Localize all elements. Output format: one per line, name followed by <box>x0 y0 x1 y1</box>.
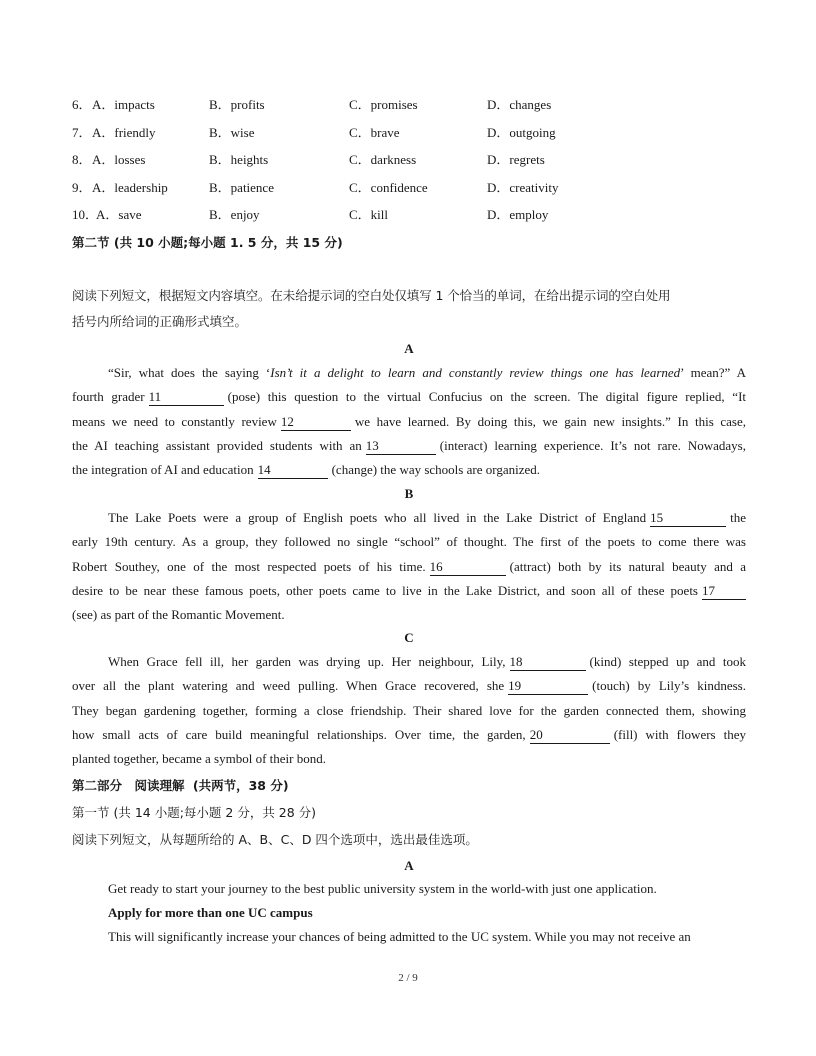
page-number: 2 / 9 <box>398 972 418 984</box>
text: The Lake Poets were a group of English poets who all lived in the Lake District of England <box>108 510 647 525</box>
option-a: A．friendly <box>92 125 156 140</box>
instruction-line-2: 括号内所给词的正确形式填空。 <box>72 314 248 329</box>
passage-b-line-1 <box>72 506 746 530</box>
blank-15[interactable]: 15 <box>650 511 726 527</box>
part-heading-score: (共两节，38 分) <box>192 778 289 793</box>
text: When Grace fell ill, her garden was drying up. Her neighbour, Lily, <box>108 654 506 669</box>
reading-label-a: A <box>404 858 414 873</box>
text: how small acts of care build meaningful relationships. Over time, the garden, <box>72 726 526 742</box>
option-d: D．outgoing <box>487 125 556 140</box>
text: the <box>730 510 746 525</box>
blank-12[interactable]: 12 <box>281 415 351 431</box>
text: over all the plant watering and weed pulling. When Grace recovered, she <box>72 678 505 694</box>
passage-label-b: B <box>404 486 414 501</box>
option-c: C．promises <box>349 97 418 112</box>
option-c: C．darkness <box>349 152 417 167</box>
text: fourth grader <box>72 389 145 405</box>
text: we have learned. By doing this, we gain new insights.” In this case, <box>354 413 746 429</box>
passage-c-line-4 <box>72 723 746 747</box>
option-d: D．creativity <box>487 180 559 195</box>
part-heading <box>72 776 289 794</box>
blank-13[interactable]: 13 <box>366 439 436 455</box>
blank-18[interactable]: 18 <box>510 655 586 671</box>
question-number: 9． <box>72 180 92 195</box>
option-a: A．impacts <box>92 97 155 112</box>
passage-c-line-1 <box>72 650 746 674</box>
text: (attract) both by its natural beauty and a <box>509 558 746 574</box>
text: “Sir, what does the saying ‘ <box>108 365 271 380</box>
option-c: C．confidence <box>349 180 428 195</box>
option-b: B．wise <box>209 125 255 140</box>
passage-b-line-2: early 19th century. As a group, they followed no single “school” of thought. The first of the poets to come there was <box>72 534 746 550</box>
passage-b-line-5: (see) as part of the Romantic Movement. <box>72 607 285 623</box>
option-a: A．losses <box>92 152 146 167</box>
text: the integration of AI and education <box>72 462 254 478</box>
blank-11[interactable]: 11 <box>149 390 224 406</box>
question-number: 7． <box>72 125 92 140</box>
reading-a-paragraph-1: Get ready to start your journey to the best public university system in the world-with just one application. <box>108 881 657 896</box>
option-b: B．profits <box>209 97 265 112</box>
passage-a-line-4 <box>72 434 746 458</box>
text: Robert Southey, one of the most respected poets of his time. <box>72 558 426 574</box>
text: means we need to constantly review <box>72 413 277 429</box>
text: desire to be near these famous poets, other poets came to live in the Lake District, and soon all of these poets <box>72 582 698 598</box>
blank-16[interactable]: 16 <box>430 560 506 576</box>
option-d: D．employ <box>487 207 549 222</box>
text: (fill) with flowers they <box>613 726 746 742</box>
instruction-line-1: 阅读下列短文，根据短文内容填空。在未给提示词的空白处仅填写 1 个恰当的单词，在给出提示词的空白处用 <box>72 288 671 303</box>
text: (pose) this question to the virtual Confucius on the screen. The digital figure replied, “It <box>227 389 747 405</box>
passage-label-c: C <box>404 630 414 645</box>
passage-b-line-4 <box>72 579 746 603</box>
blank-19[interactable]: 19 <box>508 679 588 695</box>
option-d: D．changes <box>487 97 552 112</box>
passage-b-line-3 <box>72 555 746 579</box>
passage-a <box>72 361 746 482</box>
passage-a-line-3 <box>72 410 746 434</box>
blank-14[interactable]: 14 <box>258 463 328 479</box>
text: ’ mean?” A <box>680 365 747 380</box>
passage-a-line-2 <box>72 385 746 409</box>
section-1-heading: 第一节 (共 14 小题;每小题 2 分，共 28 分) <box>72 805 317 820</box>
text: (interact) learning experience. It’s not rare. Nowadays, <box>439 437 746 453</box>
part-heading-title: 第二部分 阅读理解 <box>72 778 185 793</box>
blank-17[interactable]: 17 <box>702 584 746 600</box>
text: the AI teaching assistant provided students with an <box>72 437 362 453</box>
passage-c-line-5: planted together, became a symbol of their bond. <box>72 751 326 767</box>
text: (kind) stepped up and took <box>589 654 746 669</box>
question-number: 8． <box>72 152 92 167</box>
italic-saying: Isn’t it a delight to learn and constantly review things one has learned <box>270 365 681 380</box>
text: (change) the way schools are organized. <box>331 462 540 478</box>
passage-a-line-5 <box>72 458 746 482</box>
blank-20[interactable]: 20 <box>530 728 610 744</box>
passage-label-a: A <box>404 341 414 356</box>
reading-a-paragraph-2: This will significantly increase your chances of being admitted to the UC system. While you may not receive an <box>108 929 691 944</box>
question-number: 10． <box>72 207 99 222</box>
option-a: A．save <box>96 207 142 222</box>
reading-instruction: 阅读下列短文，从每题所给的 A、B、C、D 四个选项中，选出最佳选项。 <box>72 832 478 847</box>
passage-c <box>72 650 746 771</box>
question-number: 6． <box>72 97 92 112</box>
passage-c-line-3: They began gardening together, forming a close friendship. Their shared love for the garden connected them, showing <box>72 702 746 718</box>
passage-b <box>72 506 746 627</box>
option-b: B．heights <box>209 152 269 167</box>
option-b: B．patience <box>209 180 274 195</box>
passage-a-line-1 <box>72 361 746 385</box>
option-c: C．kill <box>349 207 389 222</box>
option-d: D．regrets <box>487 152 545 167</box>
section-heading: 第二节 (共 10 小题;每小题 1. 5 分，共 15 分) <box>72 235 343 250</box>
option-c: C．brave <box>349 125 400 140</box>
option-a: A．leadership <box>92 180 168 195</box>
text: (touch) by Lily’s kindness. <box>592 678 746 694</box>
option-b: B．enjoy <box>209 207 260 222</box>
reading-a-heading: Apply for more than one UC campus <box>108 905 313 920</box>
passage-c-line-2 <box>72 674 746 698</box>
